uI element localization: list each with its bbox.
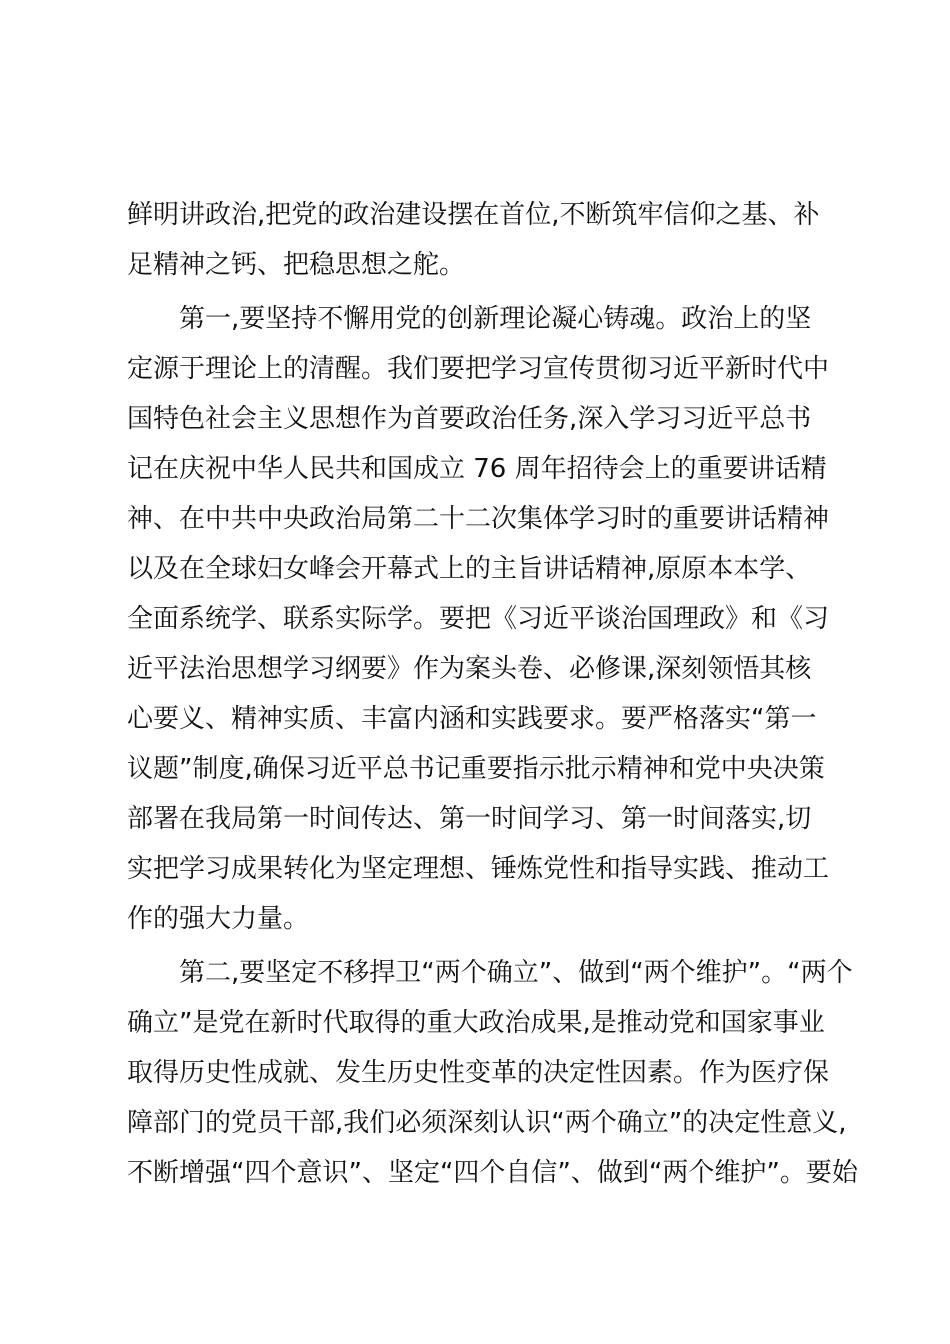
- document-body: [127, 190, 858, 1198]
- text-line: 记在庆祝中华人民共和国成立 76 周年招待会上的重要讲话精: [127, 454, 827, 484]
- text-line: 取得历史性成就、发生历史性变革的决定性因素。作为医疗保: [127, 1058, 830, 1088]
- text-line: 部署在我局第一时间传达、第一时间学习、第一时间落实,切: [127, 804, 812, 834]
- paragraph-2: [127, 294, 830, 944]
- text-line: 议题”制度,确保习近平总书记重要指示批示精神和党中央决策: [127, 754, 825, 784]
- text-line: 全面系统学、联系实际学。要把《习近平谈治国理政》和《习: [127, 604, 830, 634]
- text-line: 确立”是党在新时代取得的重大政治成果,是推动党和国家事业: [127, 1008, 825, 1038]
- paragraph-1: [127, 190, 827, 290]
- text-line: 足精神之钙、把稳思想之舵。: [127, 250, 466, 280]
- text-line: 第一,要坚持不懈用党的创新理论凝心铸魂。政治上的坚: [179, 304, 812, 334]
- text-line: 近平法治思想学习纲要》作为案头卷、必修课,深刻领悟其核: [127, 654, 812, 684]
- text-line: 鲜明讲政治,把党的政治建设摆在首位,不断筑牢信仰之基、补: [127, 200, 820, 230]
- text-line: 实把学习成果转化为坚定理想、锤炼党性和指导实践、推动工: [127, 854, 830, 884]
- text-line: 第二,要坚定不移捍卫“两个确立”、做到“两个维护”。“两个: [179, 958, 853, 988]
- text-line: 神、在中共中央政治局第二十二次集体学习时的重要讲话精神: [127, 504, 830, 534]
- text-line: 定源于理论上的清醒。我们要把学习宣传贯彻习近平新时代中: [127, 354, 830, 384]
- text-line: 以及在全球妇女峰会开幕式上的主旨讲话精神,原原本本学、: [127, 554, 812, 584]
- text-line: 作的强大力量。: [127, 904, 310, 934]
- paragraph-3: [127, 948, 858, 1198]
- text-line: 障部门的党员干部,我们必须深刻认识“两个确立”的决定性意义,: [127, 1108, 847, 1138]
- text-line: 心要义、精神实质、丰富内涵和实践要求。要严格落实“第一: [127, 704, 817, 734]
- text-line: 国特色社会主义思想作为首要政治任务,深入学习习近平总书: [127, 404, 812, 434]
- text-line: 不断增强“四个意识”、坚定“四个自信”、做到“两个维护”。要始: [127, 1158, 858, 1188]
